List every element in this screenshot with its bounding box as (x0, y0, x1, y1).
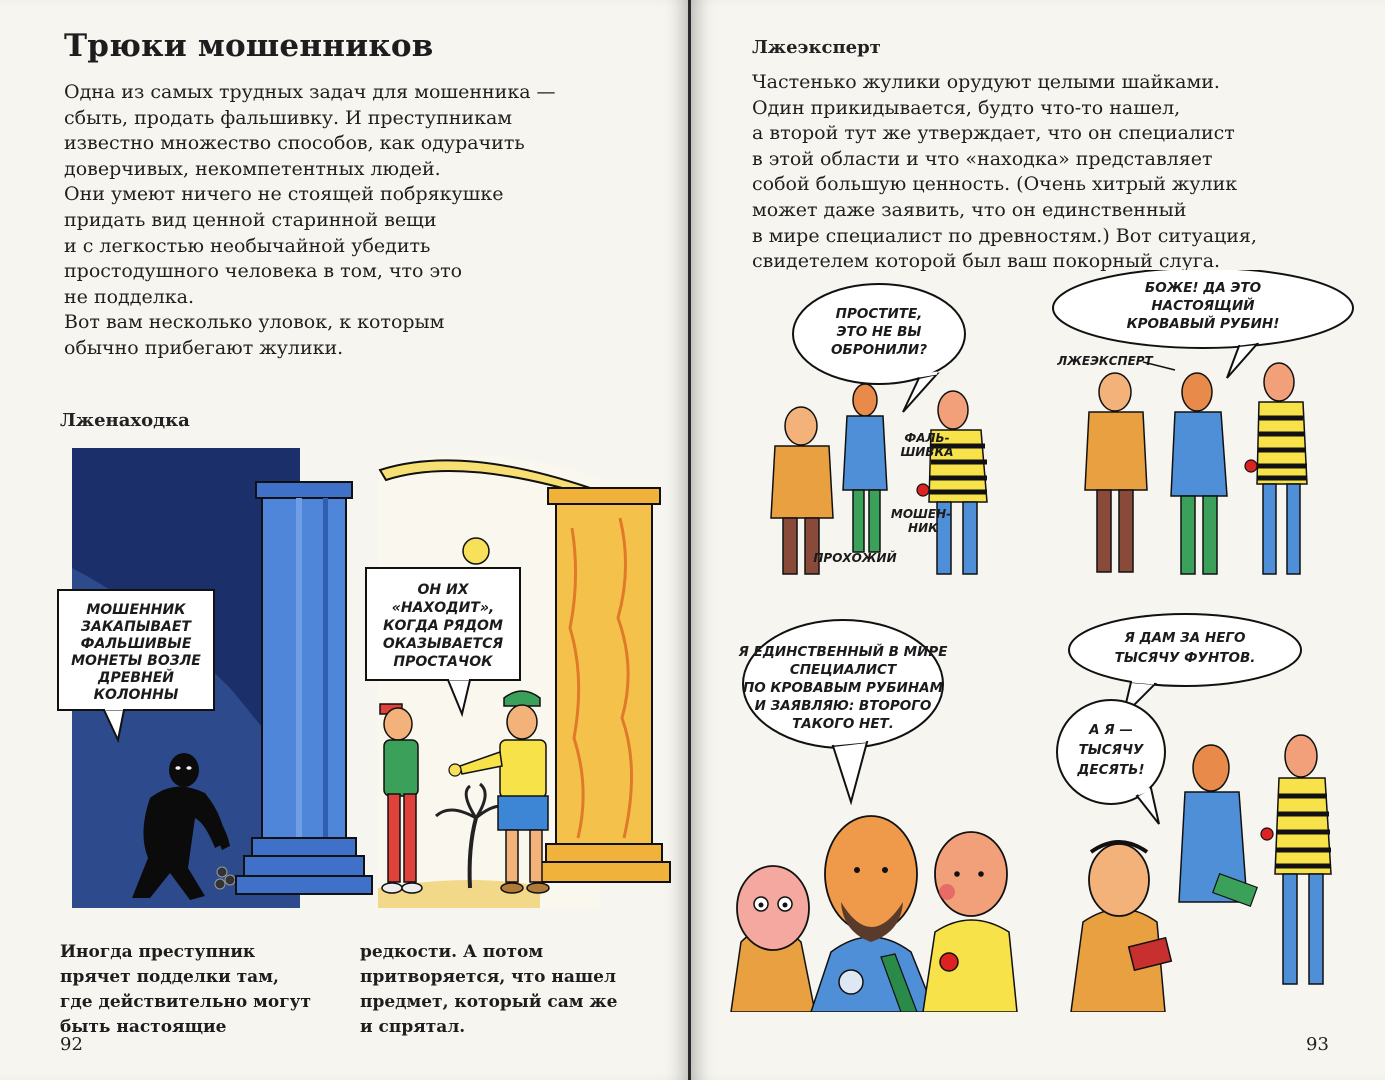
caption-line: прячет подделки там, (60, 967, 279, 987)
crook-figure-scene2 (1245, 363, 1307, 574)
body-line: собой большую ценность. (Очень хитрый жулик (752, 173, 1238, 196)
box-line: ФАЛЬШИВЫЕ (80, 636, 192, 652)
comic-fake-expert-bottom (691, 612, 1385, 1012)
bubble-line: ПРОСТИТЕ, (835, 306, 923, 322)
intro-line: обычно прибегают жулики. (64, 336, 344, 359)
right-page (691, 0, 1385, 1080)
passerby-face (731, 866, 815, 1012)
intro-line: Одна из самых трудных задач для мошенника — (64, 81, 556, 103)
caption-line: и спрятал. (360, 1017, 466, 1037)
crook-figure-scene1 (917, 391, 987, 574)
bubble-line: ОБРОНИЛИ? (830, 342, 928, 358)
page-number-right: 93 (1306, 1034, 1329, 1055)
bubble-line: ТЫСЯЧУ ФУНТОВ. (1114, 650, 1256, 666)
body-line: а второй тут же утверждает, что он специалист (752, 122, 1235, 145)
ruby-icon (1261, 828, 1273, 840)
box-line: ДРЕВНЕЙ (98, 670, 174, 686)
speech-bubble-only-specialist (738, 620, 949, 802)
crook-figure-bidding (1261, 735, 1331, 984)
sun-icon (463, 538, 489, 564)
caption-line: притворяется, что нашел (360, 967, 616, 987)
intro-paragraph (64, 80, 556, 362)
orange-column (538, 488, 670, 882)
body-line: Один прикидывается, будто что-то нашел, (752, 96, 1181, 119)
crook-face (923, 832, 1017, 1012)
speech-bubble-thousand-ten (1057, 700, 1165, 824)
label-fake: ФАЛЬ- (904, 431, 950, 445)
caption-column-2 (360, 940, 617, 1040)
body-line: в мире специалист по древностям.) Вот ситуация, (752, 224, 1257, 247)
ruby-icon (940, 953, 958, 971)
ruby-icon (1245, 460, 1257, 472)
label-fake: ШИВКА (900, 445, 954, 459)
label-crook: МОШЕН- (890, 507, 952, 521)
caption-line: Иногда преступник (60, 942, 256, 962)
bubble-line: Я ЕДИНСТВЕННЫЙ В МИРЕ (738, 644, 948, 660)
bubble-line: И ЗАЯВЛЯЮ: ВТОРОГО (754, 698, 932, 714)
intro-line: простодушного человека в том, что это (64, 260, 463, 283)
body-line: может даже заявить, что он единственный (752, 198, 1187, 221)
expert-face (811, 816, 935, 1012)
left-page (0, 0, 689, 1080)
speech-bubble-excuse-me (793, 284, 965, 412)
label-passerby: ПРОХОЖИЙ (813, 551, 897, 565)
box-line: ПРОСТАЧОК (393, 654, 493, 670)
bubble-line: НАСТОЯЩИЙ (1151, 298, 1255, 314)
page-number-left: 92 (60, 1034, 83, 1055)
page-title: Трюки мошенников (64, 28, 434, 64)
expert-figure-bidding (1179, 745, 1257, 906)
ruby-icon (917, 484, 929, 496)
body-line: Частенько жулики орудуют целыми шайками. (752, 71, 1220, 93)
passerby-figure-scene2 (1085, 373, 1147, 572)
body-line: в этой области и что «находка» представляет (752, 147, 1213, 170)
expert-paragraph (752, 70, 1257, 275)
section-title-fake-expert: Лжеэксперт (752, 37, 881, 58)
caption-line: редкости. А потом (360, 942, 544, 962)
intro-line: доверчивых, некомпетентных людей. (64, 157, 441, 180)
intro-line: не подделка. (64, 285, 195, 308)
section-title-fake-find: Лженаходка (60, 410, 190, 431)
body-line: свидетелем которой был ваш покорный слуга. (752, 250, 1221, 273)
passerby-with-wallet (1071, 842, 1171, 1012)
box-line: ЗАКАПЫВАЕТ (81, 619, 191, 635)
intro-line: Они умеют ничего не стоящей побрякушке (64, 183, 504, 206)
bubble-line: БОЖЕ! ДА ЭТО (1144, 280, 1262, 296)
bubble-line: ДЕСЯТЬ! (1077, 762, 1145, 778)
bubble-line: КРОВАВЫЙ РУБИН! (1126, 316, 1280, 332)
caption-line: быть настоящие (60, 1017, 227, 1037)
intro-line: сбыть, продать фальшивку. И преступникам (64, 106, 513, 129)
bubble-line: Я ДАМ ЗА НЕГО (1124, 630, 1246, 646)
passerby-figure (771, 407, 833, 574)
box-line: МОШЕННИК (86, 602, 186, 618)
bubble-line: ТЫСЯЧУ (1078, 742, 1144, 758)
box-line: МОНЕТЫ ВОЗЛЕ (71, 653, 201, 669)
caption-column-1 (60, 940, 311, 1040)
bubble-line: СПЕЦИАЛИСТ (789, 662, 897, 678)
comic-fake-expert-top (691, 270, 1385, 610)
expert-figure-scene1 (843, 384, 887, 552)
caption-line: где действительно могут (60, 992, 312, 1012)
box-line: «НАХОДИТ», (391, 600, 495, 616)
illustration-fake-find (0, 448, 689, 928)
box-line: КОГДА РЯДОМ (383, 618, 503, 634)
bubble-line: А Я — (1089, 722, 1133, 738)
label-expert: ЛЖЕЭКСПЕРТ (1057, 354, 1153, 368)
bubble-line: ТАКОГО НЕТ. (792, 716, 894, 732)
intro-line: и с легкостью необычайной убедить (64, 234, 431, 257)
box-line: КОЛОННЫ (93, 687, 179, 703)
intro-line: известно множество способов, как одурачить (64, 132, 525, 155)
bubble-line: ЭТО НЕ ВЫ (836, 324, 922, 340)
bubble-line: ПО КРОВАВЫМ РУБИНАМ (742, 680, 944, 696)
magnifier-icon (839, 970, 863, 994)
intro-line: Вот вам несколько уловок, к которым (64, 311, 445, 334)
box-line: ОН ИХ (417, 582, 469, 598)
intro-line: придать вид ценной старинной вещи (64, 208, 437, 231)
box-line: ОКАЗЫВАЕТСЯ (382, 636, 504, 652)
expert-figure-scene2 (1171, 373, 1227, 574)
caption-line: предмет, который сам же (360, 992, 618, 1012)
label-crook: НИК (908, 521, 938, 535)
